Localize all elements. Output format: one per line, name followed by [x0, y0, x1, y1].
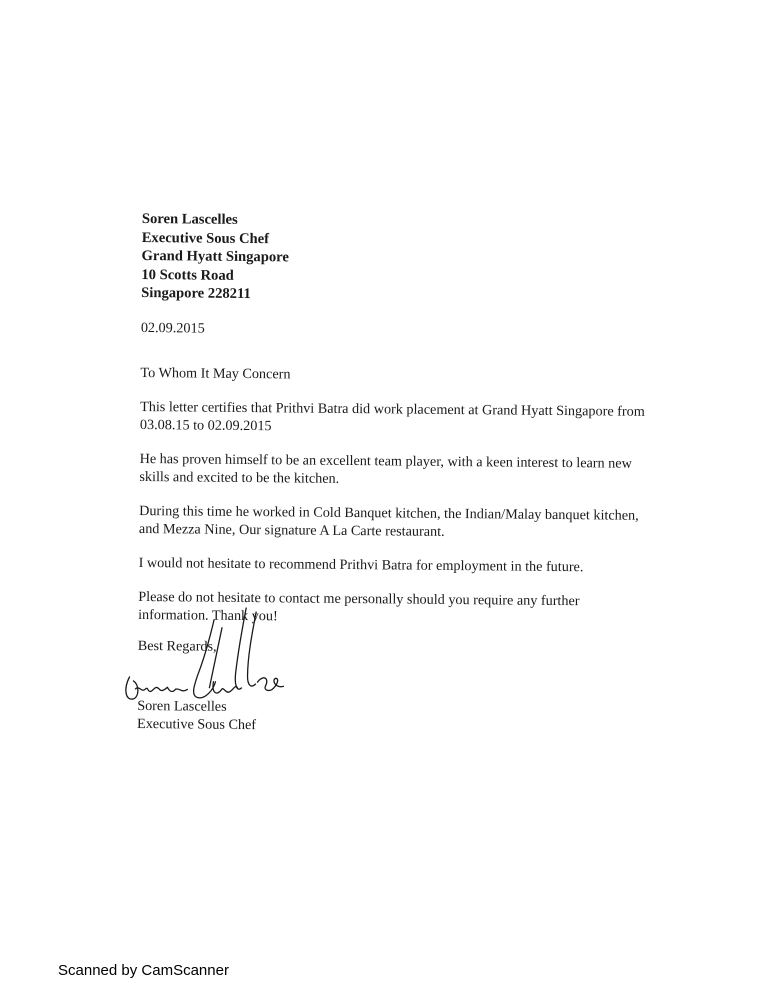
salutation: To Whom It May Concern — [140, 364, 291, 383]
closing-block — [137, 637, 698, 702]
sender-title: Executive Sous Chef — [141, 229, 270, 247]
closing-text: Best Regards, — [137, 637, 217, 655]
signer-name: Soren Lascelles — [137, 697, 227, 715]
sender-block — [141, 210, 702, 308]
paragraph-recommendation — [139, 554, 699, 577]
paragraph-line: and Mezza Nine, Our signature A La Carte restaurant. — [138, 520, 445, 540]
scanner-watermark: Scanned by CamScanner — [58, 962, 229, 979]
sender-name: Soren Lascelles — [141, 210, 238, 228]
handwritten-signature — [117, 597, 308, 709]
paragraph-line: 03.08.15 to 02.09.2015 — [139, 416, 272, 435]
letter-body — [137, 210, 702, 738]
sender-company: Grand Hyatt Singapore — [141, 248, 289, 266]
paragraph-kitchens — [139, 502, 699, 543]
sender-city: Singapore 228211 — [141, 285, 251, 303]
paragraph-team-player — [139, 450, 699, 491]
paragraph-line: skills and excited to be the kitchen. — [139, 468, 340, 487]
sender-street: 10 Scotts Road — [141, 266, 234, 284]
paragraph-line: He has proven himself to be an excellent team player, with a keen interest to learn new — [139, 450, 632, 472]
letter-date: 02.09.2015 — [140, 319, 205, 337]
paragraph-line: During this time he worked in Cold Banquet kitchen, the Indian/Malay banquet kitchen, — [139, 502, 639, 524]
paragraph-line: information. Thank you! — [138, 606, 278, 625]
signer-title: Executive Sous Chef — [136, 715, 257, 734]
paragraph-certification — [140, 398, 700, 439]
paragraph-line: I would not hesitate to recommend Prithvi Batra for employment in the future. — [138, 554, 584, 576]
paragraph-line: Please do not hesitate to contact me personally should you require any further — [138, 588, 580, 610]
paragraph-line: This letter certifies that Prithvi Batra did work placement at Grand Hyatt Singapore from — [140, 398, 645, 420]
